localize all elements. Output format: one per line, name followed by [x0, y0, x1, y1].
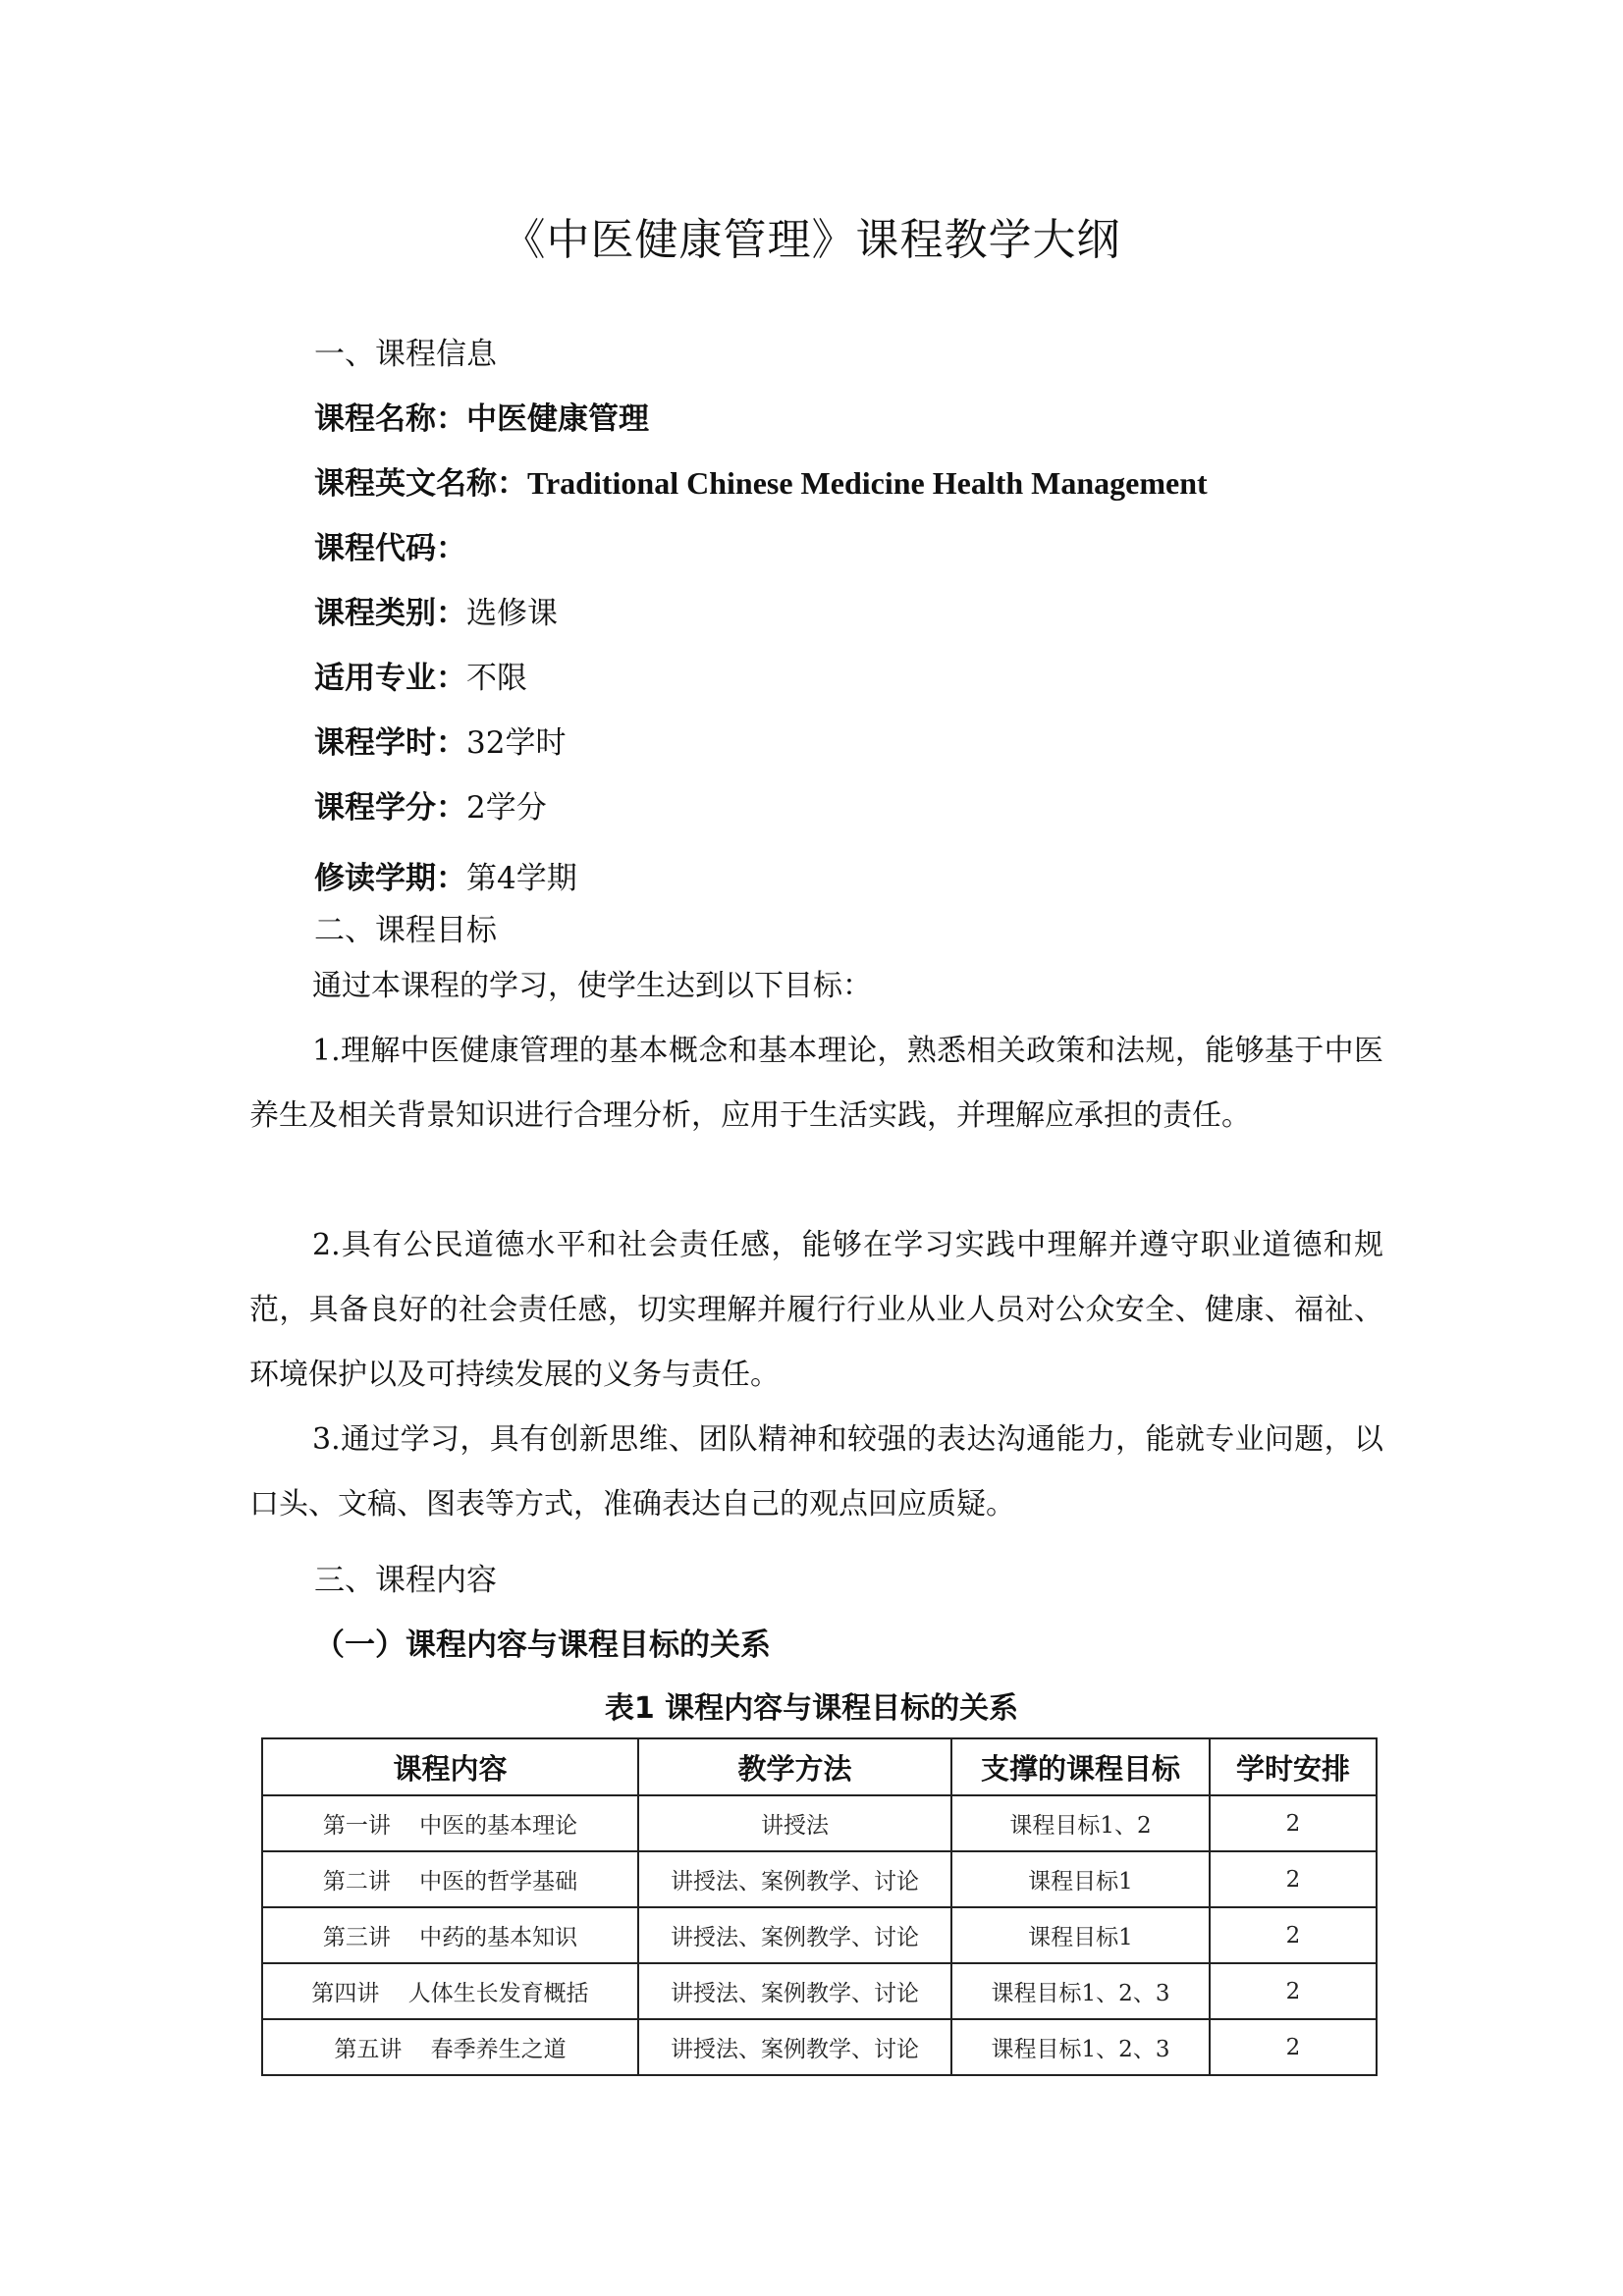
table-caption: 表1 课程内容与课程目标的关系 [604, 1691, 1019, 1726]
table-row [262, 1795, 1377, 1851]
info-course-credits [314, 782, 547, 827]
info-course-hours [314, 718, 566, 762]
cell-objectives: 课程目标1、2、3 [951, 2019, 1210, 2075]
table-header-row [262, 1738, 1377, 1795]
info-value: 第4学期 [466, 861, 577, 896]
objective-3: 3.通过学习，具有创新思维、团队精神和较强的表达沟通能力，能就专业问题，以口头、文稿、图表等方式，准确表达自己的观点回应质疑。 [249, 1422, 1383, 1522]
subsection-heading-content-objectives: （一）课程内容与课程目标的关系 [314, 1628, 771, 1663]
info-value: Traditional Chinese Medicine Health Management [527, 465, 1208, 501]
info-value: 选修课 [466, 596, 558, 631]
info-applicable-major [314, 653, 527, 697]
cell-method: 讲授法、案例教学、讨论 [638, 1851, 951, 1907]
info-value: 2学分 [466, 790, 547, 826]
info-label: 课程学时： [314, 725, 466, 761]
cell-hours: 2 [1210, 1963, 1377, 2019]
cell-hours: 2 [1210, 1907, 1377, 1963]
content-objectives-table [261, 1737, 1378, 2076]
objective-2: 2.具有公民道德水平和社会责任感，能够在学习实践中理解并遵守职业道德和规范，具备良好的社会责任感，切实理解并履行行业从业人员对公众安全、健康、福祉、环境保护以及可持续发展的义务与责任。 [249, 1228, 1383, 1392]
info-label: 课程英文名称： [314, 466, 527, 502]
cell-method: 讲授法、案例教学、讨论 [638, 1907, 951, 1963]
cell-method: 讲授法 [638, 1795, 951, 1851]
info-label: 课程名称： [314, 401, 466, 437]
objectives-intro: 通过本课程的学习，使学生达到以下目标： [312, 969, 872, 1003]
cell-objectives: 课程目标1、2 [951, 1795, 1210, 1851]
cell-method: 讲授法、案例教学、讨论 [638, 1963, 951, 2019]
header-course-content: 课程内容 [262, 1738, 638, 1795]
header-hours: 学时安排 [1210, 1738, 1377, 1795]
table-row [262, 1851, 1377, 1907]
cell-objectives: 课程目标1 [951, 1907, 1210, 1963]
info-value: 中医健康管理 [466, 401, 649, 437]
cell-content: 第二讲 中医的哲学基础 [262, 1851, 638, 1907]
objective-1: 1.理解中医健康管理的基本概念和基本理论，熟悉相关政策和法规，能够基于中医养生及相关背景知识进行合理分析，应用于生活实践，并理解应承担的责任。 [249, 1034, 1383, 1133]
info-label: 课程类别： [314, 596, 466, 631]
cell-content: 第一讲 中医的基本理论 [262, 1795, 638, 1851]
info-english-name [314, 458, 1208, 503]
info-course-category [314, 588, 558, 632]
cell-objectives: 课程目标1 [951, 1851, 1210, 1907]
info-label: 课程学分： [314, 790, 466, 826]
section-heading-content: 三、课程内容 [314, 1563, 497, 1598]
table-row [262, 2019, 1377, 2075]
header-teaching-method: 教学方法 [638, 1738, 951, 1795]
cell-content: 第四讲 人体生长发育概括 [262, 1963, 638, 2019]
section-heading-course-info: 一、课程信息 [314, 337, 497, 372]
info-label: 修读学期： [314, 861, 466, 896]
cell-content: 第五讲 春季养生之道 [262, 2019, 638, 2075]
cell-hours: 2 [1210, 1795, 1377, 1851]
table-row [262, 1907, 1377, 1963]
cell-objectives: 课程目标1、2、3 [951, 1963, 1210, 2019]
info-value: 不限 [466, 661, 527, 696]
cell-hours: 2 [1210, 1851, 1377, 1907]
header-supported-objectives: 支撑的课程目标 [951, 1738, 1210, 1795]
info-course-code [314, 523, 466, 567]
info-label: 适用专业： [314, 661, 466, 696]
cell-content: 第三讲 中药的基本知识 [262, 1907, 638, 1963]
section-heading-objectives: 二、课程目标 [314, 913, 497, 948]
cell-method: 讲授法、案例教学、讨论 [638, 2019, 951, 2075]
info-label: 课程代码： [314, 531, 466, 566]
info-course-name [314, 394, 649, 438]
info-semester [314, 853, 577, 897]
info-value: 32学时 [466, 725, 567, 761]
cell-hours: 2 [1210, 2019, 1377, 2075]
document-title: 《中医健康管理》课程教学大纲 [502, 215, 1121, 265]
table-row [262, 1963, 1377, 2019]
